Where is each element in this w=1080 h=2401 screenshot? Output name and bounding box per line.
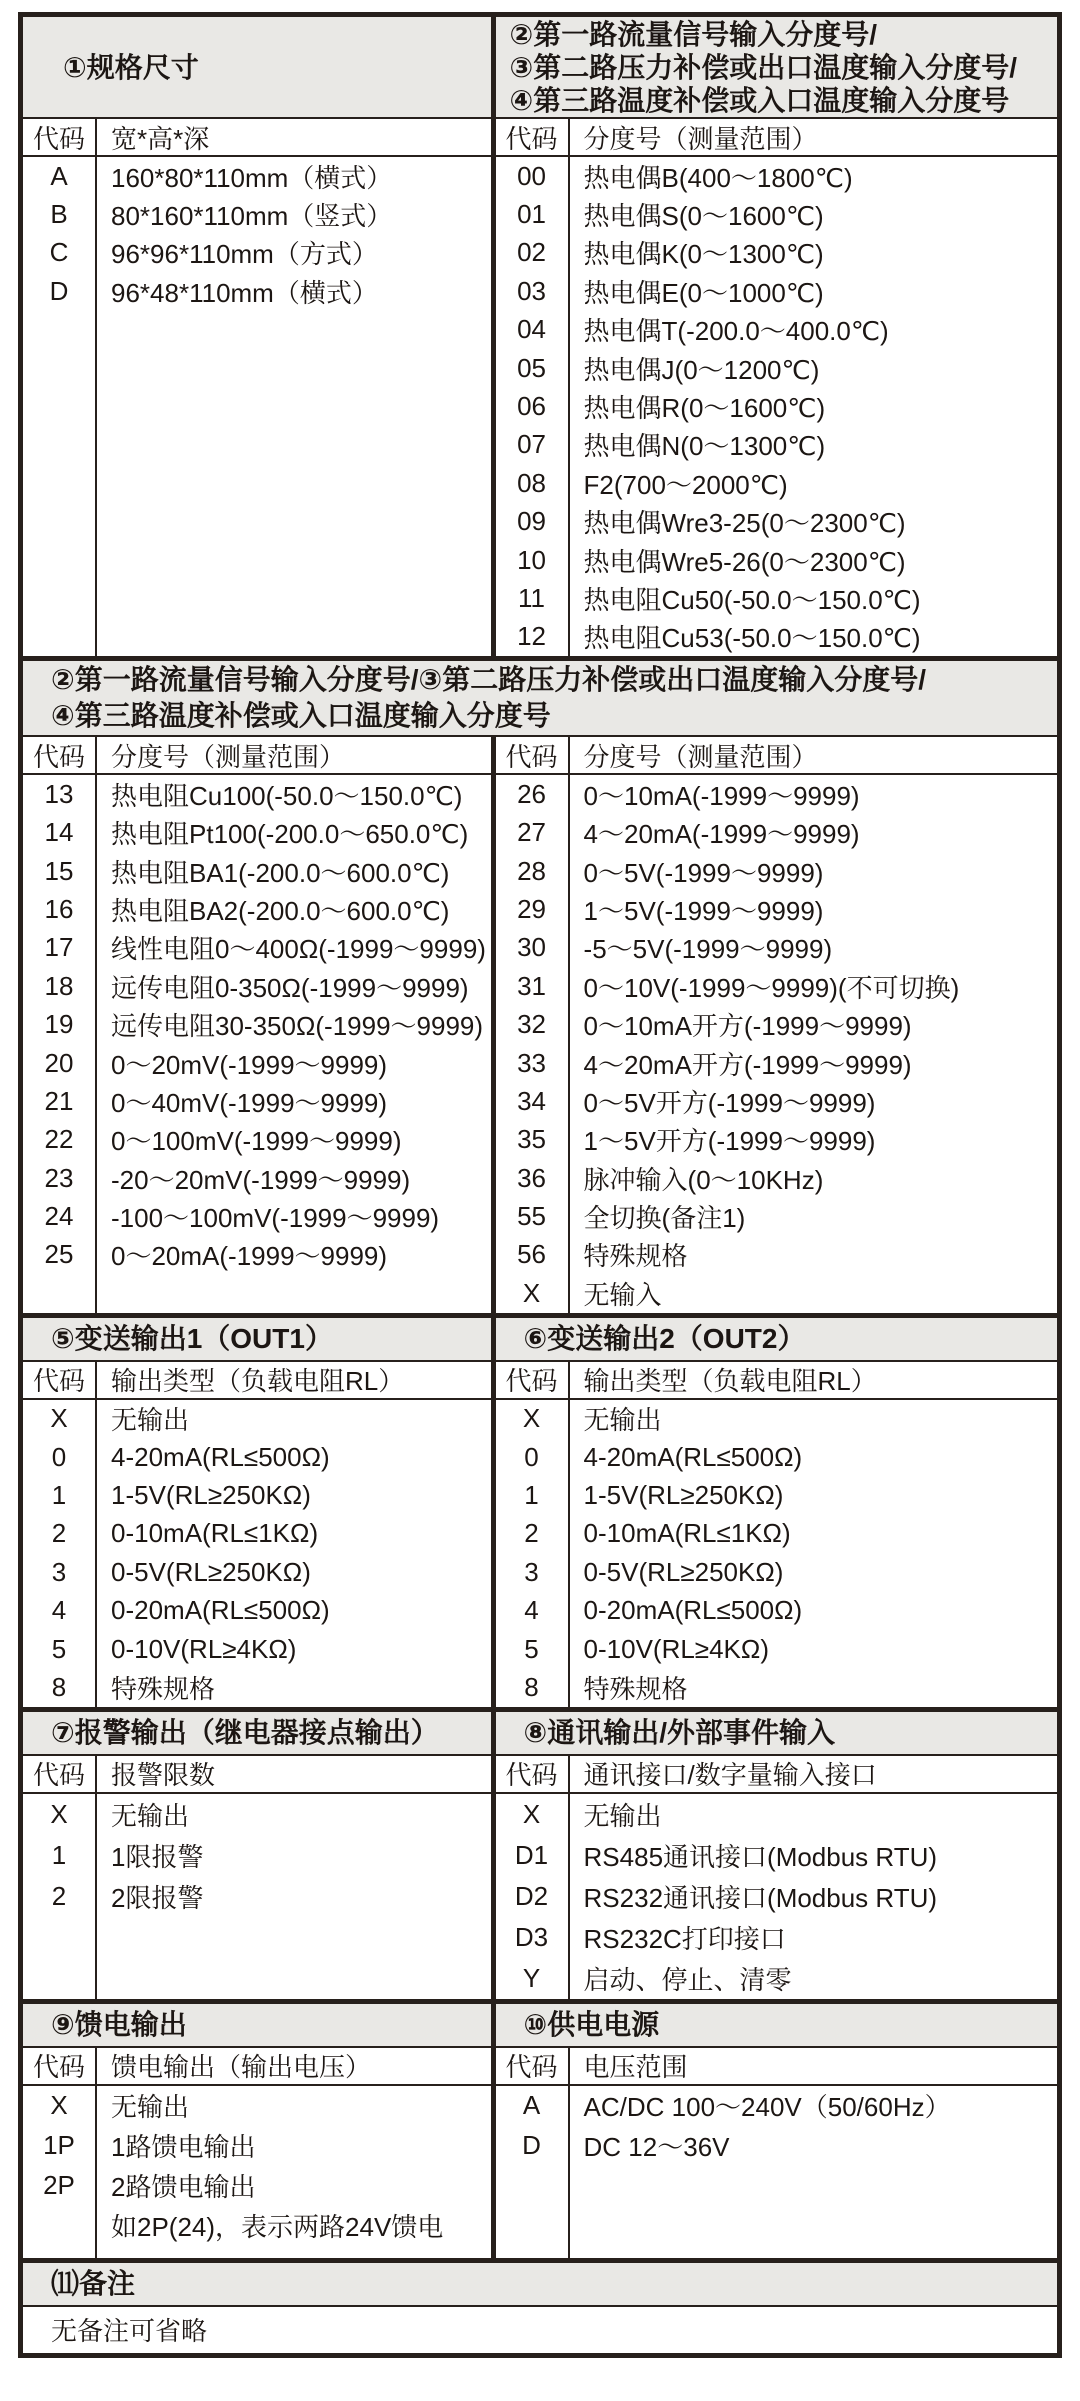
row-desc: 0～20mA(-1999～9999) [111, 1241, 388, 1272]
table-row [496, 195, 1057, 233]
table-row [496, 618, 1057, 656]
table-row [23, 929, 491, 967]
table-row [496, 1958, 1057, 1999]
code-col-header: 代码 [32, 2052, 85, 2083]
row-code: 01 [517, 199, 546, 230]
table-row [23, 813, 491, 851]
table-row [23, 1005, 491, 1043]
row-code: 24 [44, 1201, 74, 1232]
row-code: 20 [44, 1047, 74, 1078]
row-code: 31 [517, 970, 546, 1001]
row-code: X [522, 1403, 541, 1434]
desc-col-header: 分度号（测量范围） [583, 741, 818, 772]
row-code: 18 [44, 970, 74, 1001]
row-code: 4 [524, 1595, 539, 1626]
table-row [23, 2086, 491, 2126]
table-row [496, 852, 1057, 890]
row-desc: 0～10mA(-1999～9999) [583, 780, 860, 811]
row-code: X [50, 2090, 68, 2121]
table-row [496, 2086, 1057, 2126]
code-col-header: 代码 [505, 2052, 558, 2083]
table-row [23, 1082, 491, 1120]
division-2-right-body [496, 775, 1057, 1312]
row-code: B [50, 199, 68, 230]
input-division-body [496, 157, 1057, 656]
code-col-header: 代码 [505, 1760, 558, 1791]
row-code: 03 [517, 275, 546, 306]
table-row [496, 579, 1057, 617]
row-desc: 0-5V(RL≥250KΩ) [583, 1556, 784, 1587]
row-desc: 热电偶Wre5-26(0～2300℃) [583, 546, 906, 577]
table-row [23, 1668, 491, 1706]
table-row [496, 387, 1057, 425]
division-2-left-body [23, 775, 491, 1312]
table-row [496, 1794, 1057, 1835]
section-input-division-2 [23, 656, 1057, 1312]
row-code: X [522, 1798, 541, 1829]
row-code: 22 [44, 1124, 74, 1155]
table-row [496, 1400, 1057, 1438]
row-desc: 热电偶B(400～1800℃) [583, 162, 853, 193]
row-code: D2 [514, 1880, 549, 1911]
code-col-header: 代码 [32, 741, 85, 772]
table-row [496, 1159, 1057, 1197]
power-body [496, 2086, 1057, 2258]
row-code: 21 [44, 1085, 74, 1116]
table-row [23, 2126, 491, 2166]
row-code: D [522, 2130, 541, 2161]
row-code: 19 [44, 1009, 74, 1040]
row-desc: 远传电阻30-350Ω(-1999～9999) [111, 1011, 484, 1042]
row-code: 26 [517, 778, 546, 809]
row-desc: -100～100mV(-1999～9999) [111, 1203, 440, 1234]
comm-title: ⑧通讯输出/外部事件输入 [496, 1712, 1057, 1756]
row-desc: 特殊规格 [583, 1673, 688, 1704]
comm-body [496, 1794, 1057, 1999]
table-row [496, 1630, 1057, 1668]
row-desc: 1限报警 [111, 1841, 204, 1872]
input-division-2-title [23, 661, 1057, 737]
desc-col-header: 分度号（测量范围） [583, 123, 818, 154]
table-row [23, 890, 491, 928]
title-line: ④第三路温度补偿或入口温度输入分度号 [51, 700, 551, 732]
row-code: 35 [517, 1124, 546, 1155]
row-desc: 0-10mA(RL≤1KΩ) [111, 1518, 319, 1549]
table-row [23, 234, 491, 272]
ordering-spec-table [18, 12, 1062, 2358]
desc-col-header: 馈电输出（输出电压） [111, 2052, 372, 2083]
row-desc: 1～5V(-1999～9999) [583, 895, 824, 926]
table-row [496, 1121, 1057, 1159]
row-code: 28 [517, 855, 546, 886]
row-code: 2P [43, 2170, 75, 2201]
row-code: X [522, 1277, 541, 1308]
row-desc: 无输出 [583, 1800, 662, 1831]
row-desc: 如2P(24)，表示两路24V馈电 [111, 2212, 444, 2243]
row-desc: 无输出 [111, 2092, 190, 2123]
table-row [496, 426, 1057, 464]
table-row [23, 1121, 491, 1159]
row-desc: 无输出 [111, 1800, 190, 1831]
row-code: 0 [51, 1441, 67, 1472]
row-desc: 无输出 [111, 1405, 190, 1436]
row-code: 36 [517, 1162, 546, 1193]
alarm-body [23, 1794, 491, 1999]
row-desc: 全切换(备注1) [583, 1203, 746, 1234]
table-row [23, 1197, 491, 1235]
row-code: 0 [524, 1441, 539, 1472]
out2-col-header [496, 1362, 1057, 1400]
section-alarm-comm [23, 1707, 1057, 1999]
row-desc: 2路馈电输出 [111, 2172, 256, 2203]
table-row [496, 1668, 1057, 1706]
row-desc: 0-10V(RL≥4KΩ) [583, 1633, 769, 1664]
comm-col-header [496, 1756, 1057, 1794]
row-code: 02 [517, 237, 546, 268]
row-code: 05 [517, 352, 546, 383]
row-desc: 0～20mV(-1999～9999) [111, 1049, 388, 1080]
code-col-header: 代码 [505, 1366, 558, 1397]
row-desc: 4～20mA(-1999～9999) [583, 819, 860, 850]
remarks-note: 无备注可省略 [51, 2316, 208, 2347]
row-desc: 热电阻BA2(-200.0～600.0℃) [111, 895, 450, 926]
row-desc: 热电阻Pt100(-200.0～650.0℃) [111, 819, 469, 850]
row-code: 4 [51, 1595, 67, 1626]
section-spec-size [23, 17, 496, 656]
row-desc: RS232C打印接口 [583, 1923, 786, 1954]
row-code: 55 [517, 1201, 546, 1232]
table-row [496, 349, 1057, 387]
desc-col-header: 报警限数 [111, 1760, 216, 1791]
table-row [496, 1236, 1057, 1274]
row-code: 09 [517, 506, 546, 537]
title-line: ②第一路流量信号输入分度号/ [509, 18, 878, 50]
row-desc: 热电偶Wre3-25(0～2300℃) [583, 508, 906, 539]
row-desc: 1路馈电输出 [111, 2132, 256, 2163]
row-code: 8 [524, 1671, 539, 1702]
table-row [496, 1438, 1057, 1476]
table-row [496, 1476, 1057, 1514]
row-desc: 2限报警 [111, 1882, 204, 1913]
table-row [23, 1400, 491, 1438]
row-code: 2 [524, 1518, 539, 1549]
code-col-header: 代码 [32, 1366, 85, 1397]
desc-col-header: 输出类型（负载电阻RL） [583, 1366, 877, 1397]
out1-title: ⑤变送输出1（OUT1） [23, 1318, 491, 1362]
table-row [496, 464, 1057, 502]
row-code: 06 [517, 391, 546, 422]
table-row [23, 852, 491, 890]
row-code: A [522, 2090, 541, 2121]
row-desc: 0-5V(RL≥250KΩ) [111, 1556, 311, 1587]
power-col-header [496, 2048, 1057, 2086]
feed-col-header [23, 2048, 491, 2086]
section-out2 [496, 1318, 1057, 1707]
row-desc: 脉冲输入(0～10KHz) [583, 1164, 824, 1195]
out1-col-header [23, 1362, 491, 1400]
row-desc: 线性电阻0～400Ω(-1999～9999) [111, 934, 486, 965]
row-code: D1 [514, 1839, 549, 1870]
title-line: ③第二路压力补偿或出口温度输入分度号/ [509, 51, 1018, 83]
table-row [23, 1515, 491, 1553]
table-row [23, 1438, 491, 1476]
desc-col-header: 输出类型（负载电阻RL） [111, 1366, 405, 1397]
division-2-left [23, 737, 496, 1312]
spec-size-title: ①规格尺寸 [23, 17, 491, 119]
row-code: 32 [517, 1009, 546, 1040]
table-row [496, 272, 1057, 310]
table-row [496, 1005, 1057, 1043]
spec-size-body [23, 157, 491, 656]
row-desc: 启动、停止、清零 [583, 1964, 792, 1995]
row-desc: -5～5V(-1999～9999) [583, 934, 833, 965]
row-code: 04 [517, 314, 546, 345]
row-desc: 96*48*110mm（横式） [111, 277, 378, 308]
row-code: 1 [524, 1480, 539, 1511]
row-desc: 远传电阻0-350Ω(-1999～9999) [111, 972, 469, 1003]
row-code: 5 [51, 1633, 67, 1664]
row-code: A [50, 160, 68, 191]
row-code: 11 [518, 582, 546, 613]
row-code: 13 [44, 778, 74, 809]
row-desc: F2(700～2000℃) [583, 469, 788, 500]
row-code: 25 [44, 1239, 74, 1270]
row-desc: 0～10V(-1999～9999)(不可切换) [583, 972, 960, 1003]
row-desc: 1-5V(RL≥250KΩ) [111, 1480, 311, 1511]
out2-title: ⑥变送输出2（OUT2） [496, 1318, 1057, 1362]
row-code: D [49, 275, 69, 306]
spec-size-col-header [23, 119, 491, 157]
table-row [23, 1553, 491, 1591]
table-row [496, 1044, 1057, 1082]
row-code: 1 [51, 1839, 67, 1870]
row-desc: 热电偶J(0～1200℃) [583, 354, 820, 385]
table-row [23, 1876, 491, 1917]
row-desc: 无输出 [583, 1405, 662, 1436]
out2-body [496, 1400, 1057, 1707]
row-code: 3 [524, 1556, 539, 1587]
row-code: 2 [51, 1518, 67, 1549]
title-line: ②第一路流量信号输入分度号/③第二路压力补偿或出口温度输入分度号/ [51, 664, 926, 696]
table-row [496, 1876, 1057, 1917]
table-row [496, 890, 1057, 928]
table-row [496, 1274, 1057, 1312]
table-row [496, 1592, 1057, 1630]
power-title: ⑩供电电源 [496, 2004, 1057, 2048]
row-code: D3 [514, 1921, 549, 1952]
table-row [23, 1159, 491, 1197]
row-desc: 0-20mA(RL≤500Ω) [111, 1595, 330, 1626]
row-code: 29 [517, 893, 546, 924]
row-desc: 热电偶E(0～1000℃) [583, 277, 824, 308]
row-desc: 热电偶T(-200.0～400.0℃) [583, 316, 889, 347]
row-code: 15 [44, 855, 74, 886]
row-code: 10 [517, 544, 546, 575]
table-row [496, 1197, 1057, 1235]
row-desc: 0-10mA(RL≤1KΩ) [583, 1518, 791, 1549]
table-row [496, 1835, 1057, 1876]
row-desc: 热电偶K(0～1300℃) [583, 239, 824, 270]
section-transmit-outputs [23, 1313, 1057, 1707]
out1-body [23, 1400, 491, 1707]
row-desc: 4-20mA(RL≤500Ω) [111, 1441, 330, 1472]
table-row [23, 157, 491, 195]
title-line: ④第三路温度补偿或入口温度输入分度号 [509, 84, 1010, 116]
code-col-header: 代码 [505, 741, 558, 772]
alarm-col-header [23, 1756, 491, 1794]
table-row [496, 1082, 1057, 1120]
row-code: X [50, 1798, 68, 1829]
section-spec-and-input [23, 17, 1057, 656]
row-desc: 热电阻Cu50(-50.0～150.0℃) [583, 584, 921, 615]
row-code: 8 [51, 1671, 67, 1702]
section-feed-output [23, 2004, 496, 2258]
row-desc: 4～20mA开方(-1999～9999) [583, 1049, 912, 1080]
input-division-col-header [496, 119, 1057, 157]
desc-col-header: 分度号（测量范围） [111, 741, 346, 772]
row-desc: 80*160*110mm（竖式） [111, 201, 393, 232]
table-row [23, 967, 491, 1005]
row-desc: 1～5V开方(-1999～9999) [583, 1126, 876, 1157]
row-desc: 热电阻Cu53(-50.0～150.0℃) [583, 623, 921, 654]
table-row [23, 1476, 491, 1514]
table-row [23, 272, 491, 310]
input-division-title [496, 17, 1057, 119]
row-desc: RS232通讯接口(Modbus RTU) [583, 1882, 938, 1913]
division-2-left-col-header [23, 737, 491, 775]
code-col-header: 代码 [505, 123, 558, 154]
row-desc: 160*80*110mm（横式） [111, 162, 393, 193]
row-code: 00 [517, 160, 546, 191]
table-row [496, 1553, 1057, 1591]
row-desc: 热电偶N(0～1300℃) [583, 431, 826, 462]
table-row [496, 1515, 1057, 1553]
row-code: 17 [44, 932, 74, 963]
row-desc: AC/DC 100～240V（50/60Hz） [583, 2092, 951, 2123]
table-row [23, 775, 491, 813]
row-code: 1 [51, 1480, 67, 1511]
row-desc: 96*96*110mm（方式） [111, 239, 378, 270]
row-desc: 热电阻Cu100(-50.0～150.0℃) [111, 780, 463, 811]
desc-col-header: 电压范围 [583, 2052, 688, 2083]
table-row [496, 929, 1057, 967]
table-row [23, 195, 491, 233]
row-code: 2 [51, 1880, 67, 1911]
alarm-title: ⑦报警输出（继电器接点输出） [23, 1712, 491, 1756]
row-desc: RS485通讯接口(Modbus RTU) [583, 1841, 938, 1872]
row-desc: 热电偶R(0～1600℃) [583, 393, 826, 424]
row-code: 30 [517, 932, 546, 963]
table-row [496, 967, 1057, 1005]
section-remarks [23, 2258, 1057, 2353]
section-input-division-1 [496, 17, 1057, 656]
row-desc: -20～20mV(-1999～9999) [111, 1164, 411, 1195]
row-desc: 0～5V(-1999～9999) [583, 857, 824, 888]
row-desc: 热电偶S(0～1600℃) [583, 201, 824, 232]
feed-body [23, 2086, 491, 2258]
section-feed-power [23, 1999, 1057, 2258]
row-desc: 0～5V开方(-1999～9999) [583, 1087, 876, 1118]
section-out1 [23, 1318, 496, 1707]
section-power-supply [496, 2004, 1057, 2258]
table-row [23, 2166, 491, 2206]
table-row [23, 1592, 491, 1630]
row-desc: 特殊规格 [583, 1241, 688, 1272]
table-row [23, 1835, 491, 1876]
table-row [496, 503, 1057, 541]
division-2-right [496, 737, 1057, 1312]
table-row [496, 775, 1057, 813]
table-row [496, 157, 1057, 195]
row-desc: 热电阻BA1(-200.0～600.0℃) [111, 857, 450, 888]
input-division-2-halves [23, 737, 1057, 1312]
code-col-header: 代码 [32, 123, 85, 154]
division-2-right-col-header [496, 737, 1057, 775]
row-code: C [49, 237, 69, 268]
row-code: 33 [517, 1047, 546, 1078]
feed-title: ⑨馈电输出 [23, 2004, 491, 2048]
row-code: X [50, 1403, 68, 1434]
row-code: 3 [51, 1556, 67, 1587]
remarks-title: ⑾备注 [23, 2263, 1057, 2307]
row-desc: 0～40mV(-1999～9999) [111, 1087, 388, 1118]
row-desc: 特殊规格 [111, 1673, 216, 1704]
table-row [23, 1236, 491, 1274]
row-code: 16 [44, 893, 74, 924]
desc-col-header: 宽*高*深 [111, 123, 210, 154]
code-col-header: 代码 [32, 1760, 85, 1791]
row-desc: 0-10V(RL≥4KΩ) [111, 1633, 297, 1664]
row-code: 1P [43, 2130, 75, 2161]
table-row [23, 2206, 491, 2246]
table-row [496, 1917, 1057, 1958]
row-desc: 0-20mA(RL≤500Ω) [583, 1595, 803, 1626]
row-code: Y [522, 1962, 541, 1993]
row-code: 56 [517, 1239, 546, 1270]
row-code: 12 [517, 621, 546, 652]
table-row [496, 234, 1057, 272]
row-code: 34 [517, 1085, 546, 1116]
section-alarm-output [23, 1712, 496, 1999]
row-code: 5 [524, 1633, 539, 1664]
table-row [23, 1630, 491, 1668]
row-desc: 4-20mA(RL≤500Ω) [583, 1441, 803, 1472]
row-code: 07 [517, 429, 546, 460]
desc-col-header: 通讯接口/数字量输入接口 [583, 1760, 877, 1791]
row-desc: 0～10mA开方(-1999～9999) [583, 1011, 912, 1042]
row-code: 08 [517, 467, 546, 498]
section-comm-output [496, 1712, 1057, 1999]
table-row [496, 311, 1057, 349]
row-desc: 0～100mV(-1999～9999) [111, 1126, 402, 1157]
row-desc: 无输入 [583, 1279, 662, 1310]
row-code: 14 [44, 817, 74, 848]
table-row [496, 541, 1057, 579]
table-row [23, 1044, 491, 1082]
row-desc: 1-5V(RL≥250KΩ) [583, 1480, 784, 1511]
row-code: 23 [44, 1162, 74, 1193]
row-desc: DC 12～36V [583, 2132, 730, 2163]
table-row [496, 813, 1057, 851]
table-row [23, 1794, 491, 1835]
row-code: 27 [517, 817, 546, 848]
table-row [496, 2126, 1057, 2166]
